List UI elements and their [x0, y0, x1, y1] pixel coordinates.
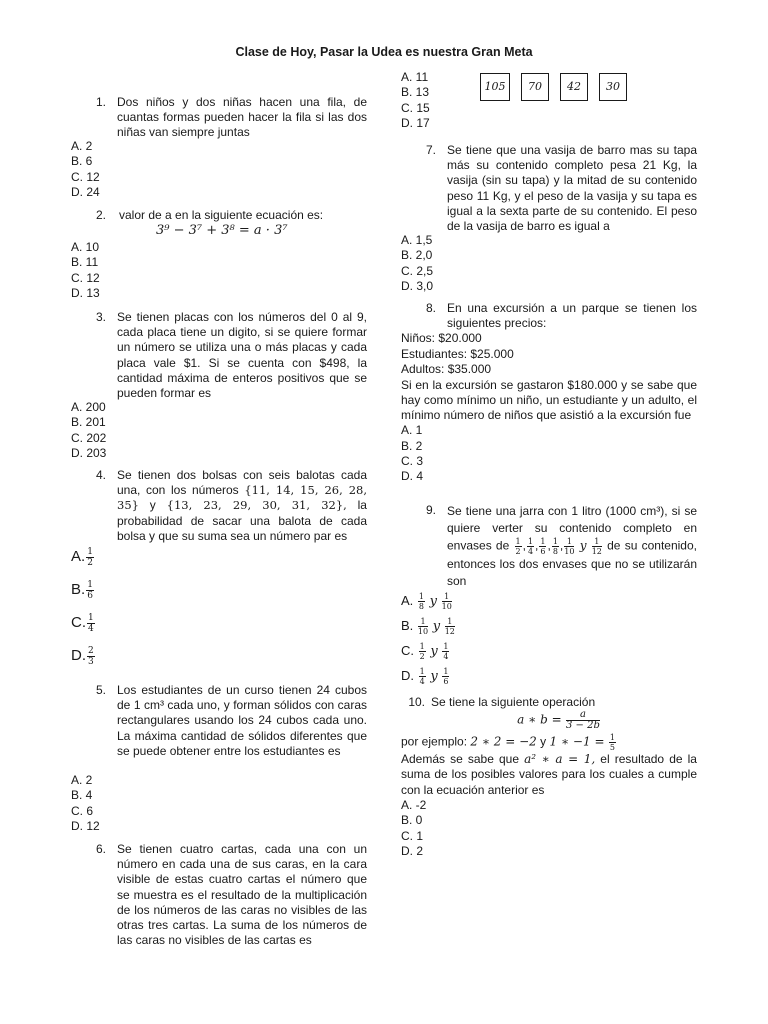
question-text: Se tiene una jarra con 1 litro (1000 cm³), si se quiere verter su contenido completo en envases de — [447, 504, 697, 553]
question-text: y — [149, 498, 156, 513]
price-line: Estudiantes: $25.000 — [401, 346, 514, 361]
card: 30 — [599, 73, 627, 101]
option: B. 2 — [401, 438, 423, 453]
option: D. $\frac{1}{4}$ y $\frac{1}{6}$ — [401, 667, 449, 687]
option: D. $\frac{2}{3}$ — [71, 645, 94, 667]
q6-options — [401, 70, 481, 132]
option: B. 13 — [401, 85, 430, 100]
option: D. 3,0 — [401, 279, 434, 294]
question-text: Si en la excursión se gastaron $180.000 y se sabe que hay como mínimo un niño, un estudiante y un adulto, el mínimo número de niños que asistió a la excursión fue — [401, 377, 697, 423]
option: A. $\frac{1}{8}$ y $\frac{1}{10}$ — [401, 592, 452, 612]
question-text: Dos niños y dos niñas hacen una fila, de cuantas formas pueden hacer la fila si las dos niñas van siempre juntas — [117, 95, 367, 140]
option: A. 11 — [401, 70, 429, 84]
question-9: 9. Se tiene una jarra con 1 litro (1000 cm³), si se quiere verter su contenido completo en envases de $\frac{1}{2}$ , $\frac{1}{4}$ , $\frac{1}{6}$ , $\frac{1}{8}$ , $\frac{1}{10}$ y $\frac{1}{12}$ de su contenido, entonces los dos envases que no se utilizarán son — [401, 503, 697, 590]
option: C. 15 — [401, 100, 430, 115]
option: B. $\frac{1}{6}$ — [71, 579, 93, 601]
option: C. $\frac{1}{4}$ — [71, 612, 94, 634]
set-1: {11, 14, 15, 26, 28, 35} — [117, 483, 367, 513]
option: C. 12 — [71, 270, 100, 285]
question-text: Se tienen placas con los números del 0 al 9, cada placa tiene un digito, si se quiere formar un número se utiliza una o más placas y cada placa vale $1. Si se cuenta con $498, la cantidad máxima de enteros positivos que se pueden formar es — [117, 310, 367, 401]
option: A. $\frac{1}{2}$ — [71, 546, 93, 568]
q3-options — [71, 400, 367, 462]
question-number: 1. — [95, 95, 106, 109]
option: C. 202 — [71, 430, 107, 445]
option: D. 17 — [401, 116, 430, 131]
q2-options — [71, 240, 367, 302]
q7-options — [401, 233, 697, 295]
option: A. 10 — [71, 240, 100, 254]
question-6 — [71, 842, 367, 948]
option: C. $\frac{1}{2}$ y $\frac{1}{4}$ — [401, 642, 449, 662]
option: D. 2 — [401, 844, 424, 859]
example-line: por ejemplo: 2 ∗ 2 = −2 y 1 ∗ −1 = $\frac{1}{5}$ — [401, 733, 615, 753]
question-text: de su contenido, entonces los dos envases que no se utilizarán son — [447, 538, 697, 588]
option: D. 13 — [71, 286, 100, 301]
cards — [480, 73, 627, 101]
question-4 — [71, 468, 367, 544]
question-8 — [401, 301, 697, 485]
question-text: En una excursión a un parque se tienen los siguientes precios: — [447, 301, 697, 331]
question-number: 6. — [95, 842, 106, 856]
question-number: 5. — [95, 683, 106, 697]
question-text: Los estudiantes de un curso tienen 24 cubos de 1 cm³ cada uno, y forman sólidos con caras rectangulares usando los 24 cubos cada uno. La máxima cantidad de sólidos diferentes que se puede obtener entre los estudiantes es — [117, 683, 367, 758]
equation: 3⁹ − 3⁷ + 3⁸ = a · 3⁷ — [156, 223, 288, 239]
option: B. 0 — [401, 813, 423, 828]
operation-definition: a ∗ b = $\frac{a}{3 - 2b}$ — [517, 709, 600, 732]
option: A. 1,5 — [401, 233, 433, 247]
q1-options — [71, 139, 367, 201]
question-number: 3. — [95, 310, 106, 324]
question-number: 7. — [425, 143, 436, 157]
question-text: Se tiene que una vasija de barro mas su tapa más su contenido completo pesa 21 Kg, la vasija (sin su tapa) y la mitad de su contenido peso 11 Kg, y el peso de la vasija y su tapa es igual a la sexta parte de su contenido. El peso de la vasija de barro es igual a — [447, 143, 697, 234]
option: B. 6 — [71, 154, 93, 169]
q4-options — [71, 540, 367, 672]
option: A. 2 — [71, 139, 93, 153]
page-title: Clase de Hoy, Pasar la Udea es nuestra Gran Meta — [235, 45, 533, 59]
question-3 — [71, 310, 367, 401]
card: 42 — [560, 73, 588, 101]
option: B. 201 — [71, 415, 106, 430]
question-10 — [401, 695, 697, 859]
option: B. 2,0 — [401, 248, 433, 263]
option: D. 24 — [71, 185, 100, 200]
option: D. 203 — [71, 446, 107, 461]
price-line: Niños: $20.000 — [401, 331, 482, 346]
option: C. 6 — [71, 803, 94, 818]
set-2: {13, 23, 29, 30, 31, 32}, — [166, 498, 347, 513]
option: B. $\frac{1}{10}$ y $\frac{1}{12}$ — [401, 617, 455, 637]
option: A. 1 — [401, 423, 423, 438]
option: B. 4 — [71, 788, 93, 803]
question-number: 9. — [425, 503, 436, 517]
option: D. 12 — [71, 819, 100, 834]
option: C. 12 — [71, 169, 100, 184]
question-number: 10. — [408, 695, 425, 709]
question-text: Además se sabe que a² ∗ a = 1, el resultado de la suma de los posibles valores para los cuales a cumple con la ecuación anterior es — [401, 752, 697, 797]
card: 70 — [521, 73, 549, 101]
option: A. -2 — [401, 797, 427, 812]
option: A. 200 — [71, 400, 106, 414]
option: B. 11 — [71, 255, 99, 270]
question-text: la probabilidad de sacar una balota de cada bolsa y que su suma sea un número par es — [117, 498, 367, 543]
question-1 — [71, 95, 367, 141]
option: C. 1 — [401, 828, 424, 843]
question-number: 2. — [95, 208, 106, 222]
question-5 — [71, 683, 367, 759]
price-line: Adultos: $35.000 — [401, 362, 492, 377]
question-2 — [71, 208, 367, 238]
question-number: 8. — [425, 301, 436, 315]
q5-options — [71, 773, 367, 835]
question-number: 4. — [95, 468, 106, 482]
question-text: Se tiene la siguiente operación — [431, 695, 596, 709]
q9-options — [401, 589, 697, 689]
question-text: Se tienen cuatro cartas, cada una con un número en cada una de sus caras, en la cara visible de estas cuatro cartas el número que se muestra es el resultado de la multiplicación de los números de las caras no visibles de las otras tres cartas. La suma de los números de las caras no visibles de las cartas es — [117, 842, 367, 948]
question-text: valor de a en la siguiente ecuación es: — [119, 208, 324, 222]
card: 105 — [480, 73, 510, 101]
question-text: Se tienen dos bolsas con seis balotas cada una, con los números — [117, 468, 367, 498]
question-7 — [401, 143, 697, 234]
option: C. 2,5 — [401, 263, 434, 278]
option: A. 2 — [71, 773, 93, 787]
option: C. 3 — [401, 454, 424, 469]
option: D. 4 — [401, 469, 424, 484]
